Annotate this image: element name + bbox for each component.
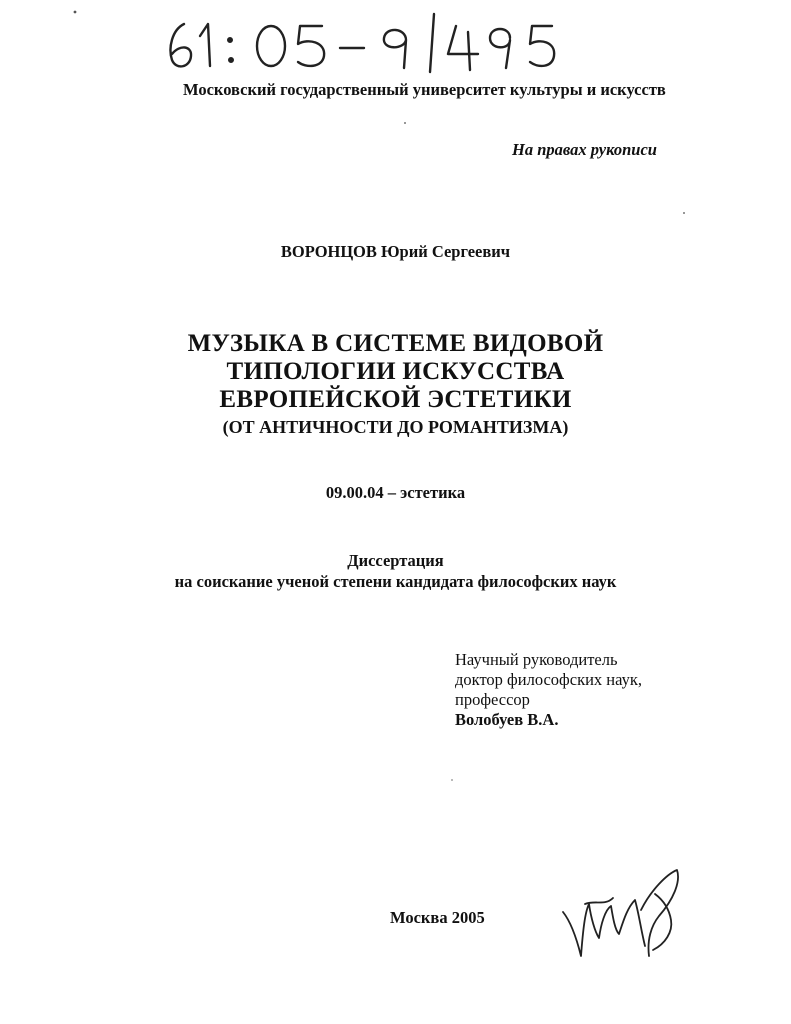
title-line: ЕВРОПЕЙСКОЙ ЭСТЕТИКИ bbox=[219, 386, 572, 413]
title-line: ТИПОЛОГИИ ИСКУССТВА bbox=[226, 358, 565, 385]
city-and-year: Москва 2005 bbox=[390, 908, 485, 927]
advisor-name: Волобуев В.А. bbox=[455, 710, 559, 729]
dissertation-label: Диссертация bbox=[347, 551, 444, 570]
advisor-rank: профессор bbox=[455, 690, 530, 709]
author-name: ВОРОНЦОВ Юрий Сергеевич bbox=[280, 242, 511, 261]
advisor-role: Научный руководитель bbox=[455, 650, 618, 669]
dissertation-purpose: на соискание ученой степени кандидата философских наук bbox=[174, 572, 617, 591]
manuscript-rights-note: На правах рукописи bbox=[512, 140, 657, 159]
title-line: МУЗЫКА В СИСТЕМЕ ВИДОВОЙ bbox=[187, 330, 604, 357]
title-subtitle: (ОТ АНТИЧНОСТИ ДО РОМАНТИЗМА) bbox=[222, 417, 569, 437]
university-name: Московский государственный университет культуры и искусств bbox=[183, 80, 666, 99]
specialty-code: 09.00.04 – эстетика bbox=[325, 483, 466, 502]
advisor-degree: доктор философских наук, bbox=[455, 670, 642, 689]
